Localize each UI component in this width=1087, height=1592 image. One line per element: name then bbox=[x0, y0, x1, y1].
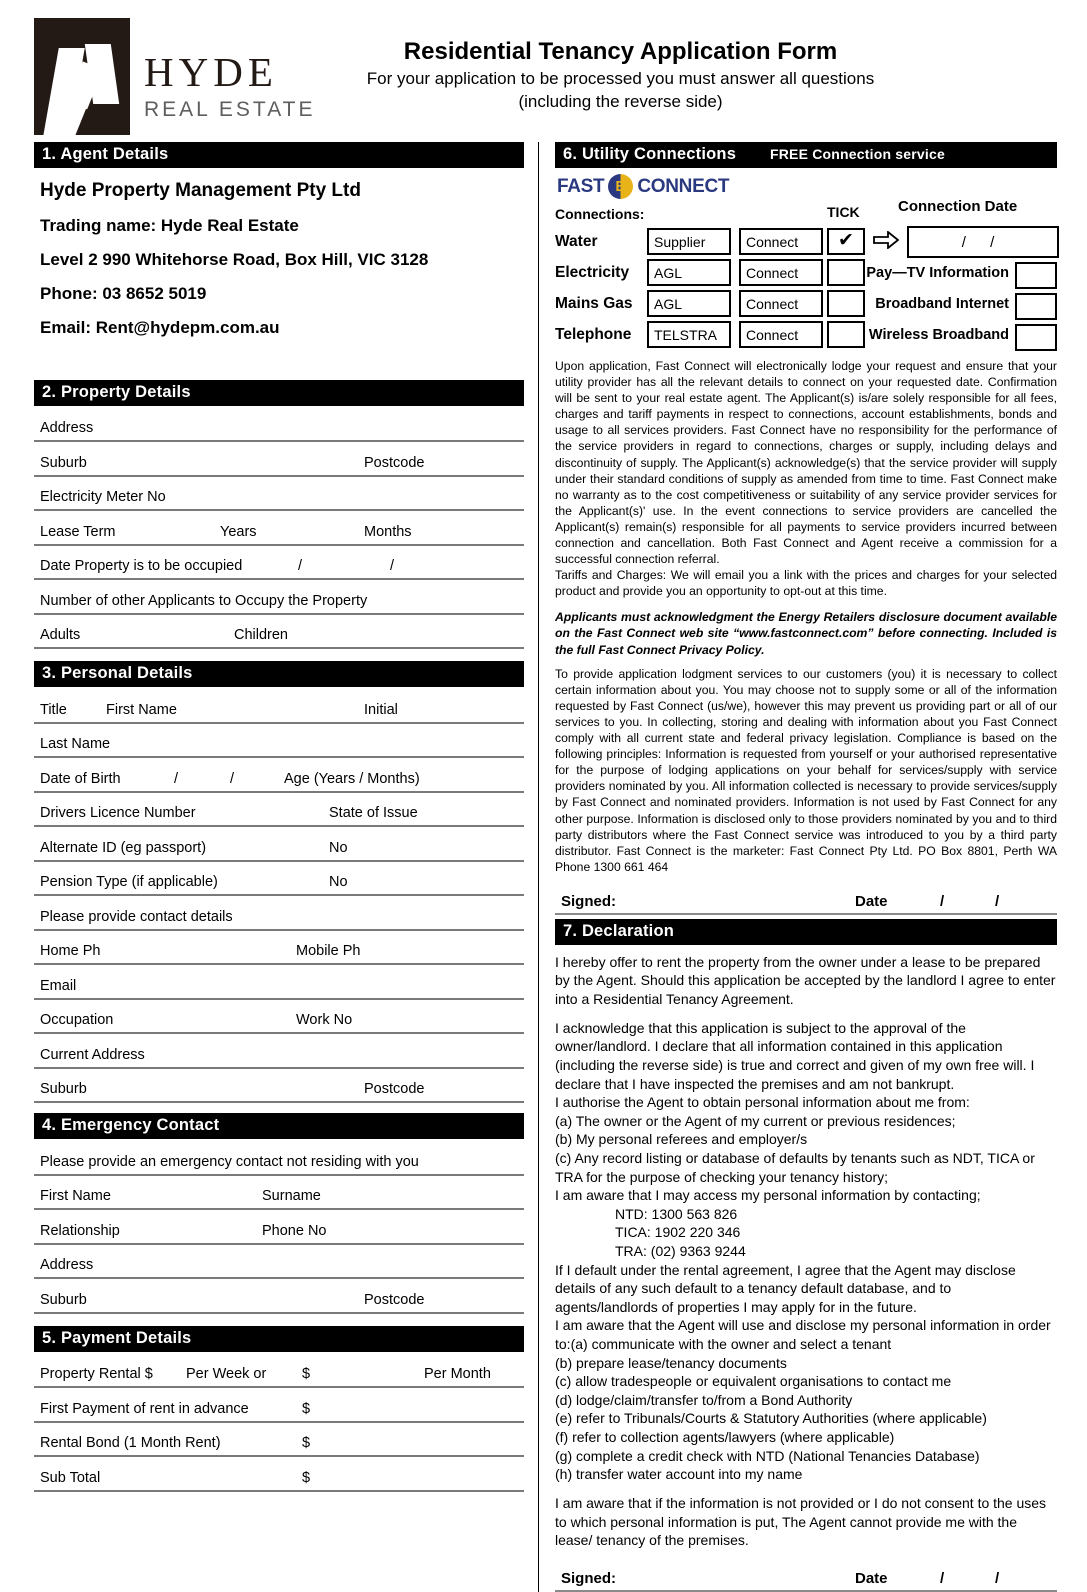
date-separator: / bbox=[174, 770, 179, 787]
field-row[interactable] bbox=[34, 896, 524, 931]
field-row[interactable] bbox=[34, 724, 524, 759]
agent-trading-name: Trading name: Hyde Real Estate bbox=[40, 215, 299, 235]
side-option-checkbox[interactable] bbox=[1015, 262, 1057, 289]
personal-details-fields bbox=[34, 689, 524, 1103]
side-option-label: Pay—TV Information bbox=[866, 264, 1009, 281]
field-row[interactable] bbox=[34, 580, 524, 615]
field-label: First Name bbox=[40, 1188, 111, 1205]
field-label: Mobile Ph bbox=[296, 943, 361, 960]
tick-checkbox-telephone[interactable] bbox=[827, 321, 865, 348]
fast-connect-terms-p1: Upon application, Fast Connect will electronically lodge your request and ensure that your utility provider has all the relevant details to connect on your requested date. Confirmation will be sent to your real estate agent. The Applicant(s) is/are solely responsible for all fees, charges and tariff payments in respect to connections, account establishments, bonds and usage to all services providers. Fast Connect have no responsibility for the performance of the service providers in regard to connections, charges or supply, including delays and discontinuity of supply. The Applicant(s) acknowledge(s) that the service provider will supply under their standard conditions of supply as amended from time to time. Fast Connect make no warranty as to the cost competitiveness or suitability of any service provider services for the Applicant(s)' use. In the event connections to service providers are cancelled the Applicant(s) remain(s) responsible for all payments to service providers incurred between connection and cancellation. Both Fast Connect and Agent receive a commission for a successful connection referral. bbox=[555, 358, 1057, 567]
field-row[interactable] bbox=[34, 408, 524, 443]
field-row[interactable] bbox=[34, 442, 524, 477]
section-title-property-details: 2. Property Details bbox=[42, 382, 191, 401]
field-row[interactable] bbox=[34, 1034, 524, 1069]
page-subtitle-line1: For your application to be processed you must answer all questions bbox=[366, 68, 875, 88]
field-row[interactable] bbox=[34, 827, 524, 862]
right-column bbox=[555, 142, 1057, 1592]
field-row[interactable] bbox=[34, 793, 524, 828]
fast-connect-word-left: FAST bbox=[557, 175, 605, 197]
page-subtitle-line2: (including the reverse side) bbox=[518, 91, 723, 111]
fast-connect-word-right: CONNECT bbox=[637, 175, 730, 197]
brand-tagline: REAL ESTATE bbox=[144, 98, 316, 121]
field-row[interactable] bbox=[34, 615, 524, 650]
connection-row-mains-gas bbox=[555, 290, 1057, 319]
field-label: First Payment of rent in advance bbox=[40, 1400, 249, 1417]
side-option-checkbox[interactable] bbox=[1015, 324, 1057, 351]
currency-symbol: $ bbox=[302, 1469, 311, 1486]
field-label: Home Ph bbox=[40, 943, 101, 960]
fast-connect-glyph: E bbox=[615, 178, 626, 196]
section-header-property-details bbox=[34, 380, 524, 406]
field-row[interactable] bbox=[34, 1245, 524, 1280]
section-title-payment-details: 5. Payment Details bbox=[42, 1328, 192, 1347]
date-separator: / bbox=[298, 558, 303, 575]
connection-date-input[interactable]: / / bbox=[907, 226, 1059, 258]
fast-connect-terms-p4: To provide application lodgment services to our customers (you) it is necessary to collect certain information about you. You may choose not to supply some or all of the information requested by Fast Connect (us/we), however this may prevent us providing part or all of our services to you. In collecting, storing and dealing with information about you Fast Connect comply with all current state and federal privacy legislation. Compliance is based on the following principles: Information is requested from yourself or your authorised representative for the purpose of lodging applications on your behalf for services/supply with service providers nominated by you. All information collected is necessary to provide services/supply by Fast Connect and nominated providers. Information is not used by Fast Connect for any other purpose. Information is disclosed only to those providers nominated by you and to third party distributors where the Fast Connect service was introduced to you by a third party distributor. Fast Connect is the marketer: Fast Connect Pty Ltd. PO Box 8801, Perth WA Phone 1300 661 464 bbox=[555, 666, 1057, 874]
page-title: Residential Tenancy Application Form bbox=[403, 38, 838, 65]
connections-label: Connections: bbox=[555, 205, 645, 222]
field-label: Rental Bond (1 Month Rent) bbox=[40, 1435, 221, 1452]
field-label: Electricity Meter No bbox=[40, 489, 166, 506]
field-label: Title bbox=[40, 701, 67, 718]
declaration-p14: (f) refer to collection agents/lawyers (where applicable) bbox=[555, 1429, 895, 1446]
connect-button-water[interactable]: Connect bbox=[739, 228, 823, 255]
connection-name: Water bbox=[555, 232, 598, 250]
agent-email: Email: Rent@hydepm.com.au bbox=[40, 317, 280, 337]
field-row[interactable] bbox=[34, 1176, 524, 1211]
field-label: Date Property is to be occupied bbox=[40, 558, 243, 575]
date-label: Date bbox=[855, 1569, 888, 1587]
field-label: Months bbox=[364, 523, 412, 540]
declaration-p15: (g) complete a credit check with NTD (National Tenancies Database) bbox=[555, 1447, 980, 1464]
side-option-label: Wireless Broadband bbox=[868, 326, 1009, 343]
free-connection-badge: FREE Connection service bbox=[770, 146, 945, 162]
field-row[interactable] bbox=[34, 689, 524, 724]
field-label: Lease Term bbox=[40, 523, 116, 540]
field-label: Sub Total bbox=[40, 1469, 101, 1486]
field-label: Last Name bbox=[40, 736, 111, 753]
connection-name: Electricity bbox=[555, 263, 630, 281]
arrow-right-icon bbox=[873, 231, 899, 249]
field-label: Initial bbox=[364, 701, 398, 718]
connection-name: Mains Gas bbox=[555, 294, 633, 312]
declaration-p13: (e) refer to Tribunals/Courts & Statutory Authorities (where applicable) bbox=[555, 1410, 987, 1427]
field-label: Occupation bbox=[40, 1012, 114, 1029]
section-header-payment-details bbox=[34, 1326, 524, 1352]
connections-header-row bbox=[555, 197, 1057, 226]
declaration-p1: I hereby offer to rent the property from the owner under a lease to be prepared by the Agent. Should this application be accepted by the landlord I agree to enter into a Residential Tenancy Agreement. bbox=[555, 953, 1056, 1008]
declaration-p6: (c) Any record listing or database of defaults by tenants such as NDT, TICA or TRA for the purpose of checking your tenancy history; bbox=[555, 1149, 1035, 1185]
field-label: Per Week or bbox=[186, 1366, 267, 1383]
declaration-p16: (h) transfer water account into my name bbox=[555, 1466, 803, 1483]
field-row[interactable] bbox=[34, 862, 524, 897]
field-row[interactable] bbox=[34, 546, 524, 581]
side-option-label: Broadband Internet bbox=[875, 295, 1009, 312]
field-label: Per Month bbox=[424, 1366, 491, 1383]
connections-grid bbox=[555, 228, 1057, 350]
date-separator: / bbox=[940, 892, 945, 910]
date-separator: / bbox=[230, 770, 235, 787]
page-header bbox=[34, 18, 1057, 140]
fast-connect-logo bbox=[557, 174, 1057, 200]
fast-connect-circle-icon bbox=[608, 174, 633, 199]
section-title-declaration: 7. Declaration bbox=[563, 921, 675, 940]
field-label: Children bbox=[234, 627, 288, 644]
section-header-agent-details bbox=[34, 142, 524, 168]
brand-name: HYDE bbox=[144, 49, 278, 95]
field-row[interactable] bbox=[34, 477, 524, 512]
section-title-utility-connections: 6. Utility Connections bbox=[563, 145, 737, 163]
payment-details-fields bbox=[34, 1354, 524, 1492]
field-label: Date of Birth bbox=[40, 770, 121, 787]
agent-address: Level 2 990 Whitehorse Road, Box Hill, VIC 3128 bbox=[40, 249, 429, 269]
side-option-checkbox[interactable] bbox=[1015, 293, 1057, 320]
field-label: Number of other Applicants to Occupy the Property bbox=[40, 592, 368, 609]
supplier-input-electricity[interactable]: AGL bbox=[647, 259, 731, 286]
supplier-input-telephone[interactable]: TELSTRA bbox=[647, 321, 731, 348]
connect-button-mains-gas[interactable]: Connect bbox=[739, 290, 823, 317]
connection-date-label: Connection Date bbox=[898, 197, 1018, 215]
field-row[interactable] bbox=[34, 1279, 524, 1314]
agent-company: Hyde Property Management Pty Ltd bbox=[40, 179, 361, 201]
date-separator: / bbox=[995, 892, 1000, 910]
tick-checkbox-water[interactable]: ✔ bbox=[827, 228, 865, 255]
field-label: Drivers Licence Number bbox=[40, 805, 196, 822]
field-label: Please provide an emergency contact not residing with you bbox=[40, 1153, 419, 1170]
declaration-p17: I am aware that if the information is not provided or I do not consent to the uses to which personal information is put, The Agent cannot provide me with the lease/ tenancy of the premises. bbox=[555, 1494, 1047, 1549]
field-row[interactable] bbox=[34, 1457, 524, 1492]
field-label: Email bbox=[40, 977, 77, 994]
agent-phone: Phone: 03 8652 5019 bbox=[40, 283, 207, 303]
declaration-p12: (d) lodge/claim/transfer to/from a Bond Authority bbox=[555, 1391, 853, 1408]
connection-row-telephone bbox=[555, 321, 1057, 350]
field-label: Pension Type (if applicable) bbox=[40, 874, 218, 891]
declaration-p5: (b) My personal referees and employer/s bbox=[555, 1131, 808, 1148]
hyde-monogram-icon bbox=[34, 18, 130, 135]
date-label: Date bbox=[855, 892, 888, 910]
fast-connect-terms-p2: Tariffs and Charges: We will email you a link with the prices and charges for your selected product and provide you an opportunity to opt-out at this time. bbox=[555, 568, 1057, 599]
declaration-tica: TICA: 1902 220 346 bbox=[615, 1224, 741, 1241]
declaration-p7: I am aware that I may access my personal information by contacting; bbox=[555, 1187, 981, 1204]
field-label: Surname bbox=[262, 1188, 321, 1205]
field-row[interactable] bbox=[34, 1141, 524, 1176]
form-body bbox=[34, 142, 1057, 1592]
field-label: Relationship bbox=[40, 1222, 120, 1239]
field-row[interactable] bbox=[34, 511, 524, 546]
supplier-input-water[interactable]: Supplier bbox=[647, 228, 731, 255]
section-header-personal-details bbox=[34, 661, 524, 687]
field-label: Work No bbox=[296, 1012, 353, 1029]
section-title-emergency-contact: 4. Emergency Contact bbox=[42, 1116, 220, 1135]
section-header-utility-connections bbox=[555, 142, 1057, 168]
connection-name: Telephone bbox=[555, 325, 632, 343]
declaration-p3: I authorise the Agent to obtain personal information about me from: bbox=[555, 1094, 970, 1111]
field-row[interactable] bbox=[34, 1069, 524, 1104]
field-row[interactable] bbox=[34, 758, 524, 793]
field-label: First Name bbox=[106, 701, 177, 718]
property-details-fields bbox=[34, 408, 524, 650]
field-label: Suburb bbox=[40, 454, 87, 471]
declaration-p8: If I default under the rental agreement, I agree that the Agent may disclose details of any such default to a tenancy default database, and to agents/landlords of properties I may apply for in the future. bbox=[555, 1261, 1016, 1315]
field-label: Current Address bbox=[40, 1046, 145, 1063]
field-row[interactable] bbox=[34, 1000, 524, 1035]
brand-logo bbox=[34, 18, 334, 135]
field-label: Phone No bbox=[262, 1222, 327, 1239]
tick-checkbox-mains-gas[interactable] bbox=[827, 290, 865, 317]
title-block bbox=[334, 18, 1057, 112]
field-label: State of Issue bbox=[329, 805, 418, 822]
field-value: No bbox=[329, 874, 348, 891]
field-row[interactable] bbox=[34, 1388, 524, 1423]
tick-column-label: TICK bbox=[827, 203, 860, 220]
date-separator: / bbox=[390, 558, 395, 575]
section-header-emergency-contact bbox=[34, 1113, 524, 1139]
field-value: No bbox=[329, 839, 348, 856]
field-label: Suburb bbox=[40, 1291, 87, 1308]
column-divider bbox=[538, 142, 539, 1592]
field-label: Postcode bbox=[364, 454, 425, 471]
currency-symbol: $ bbox=[302, 1400, 311, 1417]
field-row[interactable] bbox=[34, 965, 524, 1000]
agent-details-block bbox=[34, 170, 524, 358]
field-label: Suburb bbox=[40, 1081, 87, 1098]
date-separator: / bbox=[940, 1569, 945, 1587]
field-row[interactable] bbox=[34, 931, 524, 966]
field-label: Please provide contact details bbox=[40, 908, 233, 925]
declaration-text bbox=[555, 953, 1057, 1550]
section-title-personal-details: 3. Personal Details bbox=[42, 664, 193, 683]
signed-label: Signed: bbox=[561, 892, 616, 910]
field-label: Years bbox=[220, 523, 257, 540]
field-label: Alternate ID (eg passport) bbox=[40, 839, 207, 856]
field-row[interactable] bbox=[34, 1423, 524, 1458]
declaration-ntd: NTD: 1300 563 826 bbox=[615, 1205, 738, 1222]
field-row[interactable] bbox=[34, 1210, 524, 1245]
field-row[interactable] bbox=[34, 1354, 524, 1389]
fast-connect-signature-row[interactable] bbox=[555, 885, 1057, 915]
currency-symbol: $ bbox=[302, 1435, 311, 1452]
declaration-p2: I acknowledge that this application is subject to the approval of the owner/landlord. I declare that all information contained in this application (including the reverse side) is true and correct and given of my own free will. I declare that I have inspected the premises and am not bankrupt. bbox=[555, 1019, 1035, 1092]
emergency-contact-fields bbox=[34, 1141, 524, 1314]
field-label: Postcode bbox=[364, 1291, 425, 1308]
declaration-p4: (a) The owner or the Agent of my current or previous residences; bbox=[555, 1112, 956, 1129]
connect-button-telephone[interactable]: Connect bbox=[739, 321, 823, 348]
signed-label: Signed: bbox=[561, 1569, 616, 1587]
declaration-p9: I am aware that the Agent will use and disclose my personal information in order to:(a) communicate with the owner and select a tenant bbox=[555, 1317, 1051, 1353]
declaration-tra: TRA: (02) 9363 9244 bbox=[615, 1242, 746, 1259]
connection-row-electricity bbox=[555, 259, 1057, 288]
field-label: Adults bbox=[40, 627, 81, 644]
field-label: Address bbox=[40, 1257, 94, 1274]
declaration-p10: (b) prepare lease/tenancy documents bbox=[555, 1354, 787, 1371]
field-label: Property Rental $ bbox=[40, 1366, 153, 1383]
declaration-signature-row[interactable] bbox=[555, 1562, 1057, 1592]
supplier-input-mains-gas[interactable]: AGL bbox=[647, 290, 731, 317]
connection-row-water bbox=[555, 228, 1057, 257]
left-column bbox=[34, 142, 524, 1592]
section-title-agent-details: 1. Agent Details bbox=[42, 145, 169, 163]
currency-symbol: $ bbox=[302, 1366, 311, 1383]
field-label: Address bbox=[40, 420, 94, 437]
field-label: Age (Years / Months) bbox=[284, 770, 420, 787]
declaration-p11: (c) allow tradespeople or equivalent organisations to contact me bbox=[555, 1373, 952, 1390]
date-separator: / bbox=[995, 1569, 1000, 1587]
section-header-declaration bbox=[555, 919, 1057, 945]
field-label: Postcode bbox=[364, 1081, 425, 1098]
tick-checkbox-electricity[interactable] bbox=[827, 259, 865, 286]
connect-button-electricity[interactable]: Connect bbox=[739, 259, 823, 286]
fast-connect-terms-p3: Applicants must acknowledgment the Energy Retailers disclosure document available on the Fast Connect web site “www.fastconnect.com” before connecting. Included is the full Fast Connect Privacy Policy. bbox=[555, 610, 1057, 657]
